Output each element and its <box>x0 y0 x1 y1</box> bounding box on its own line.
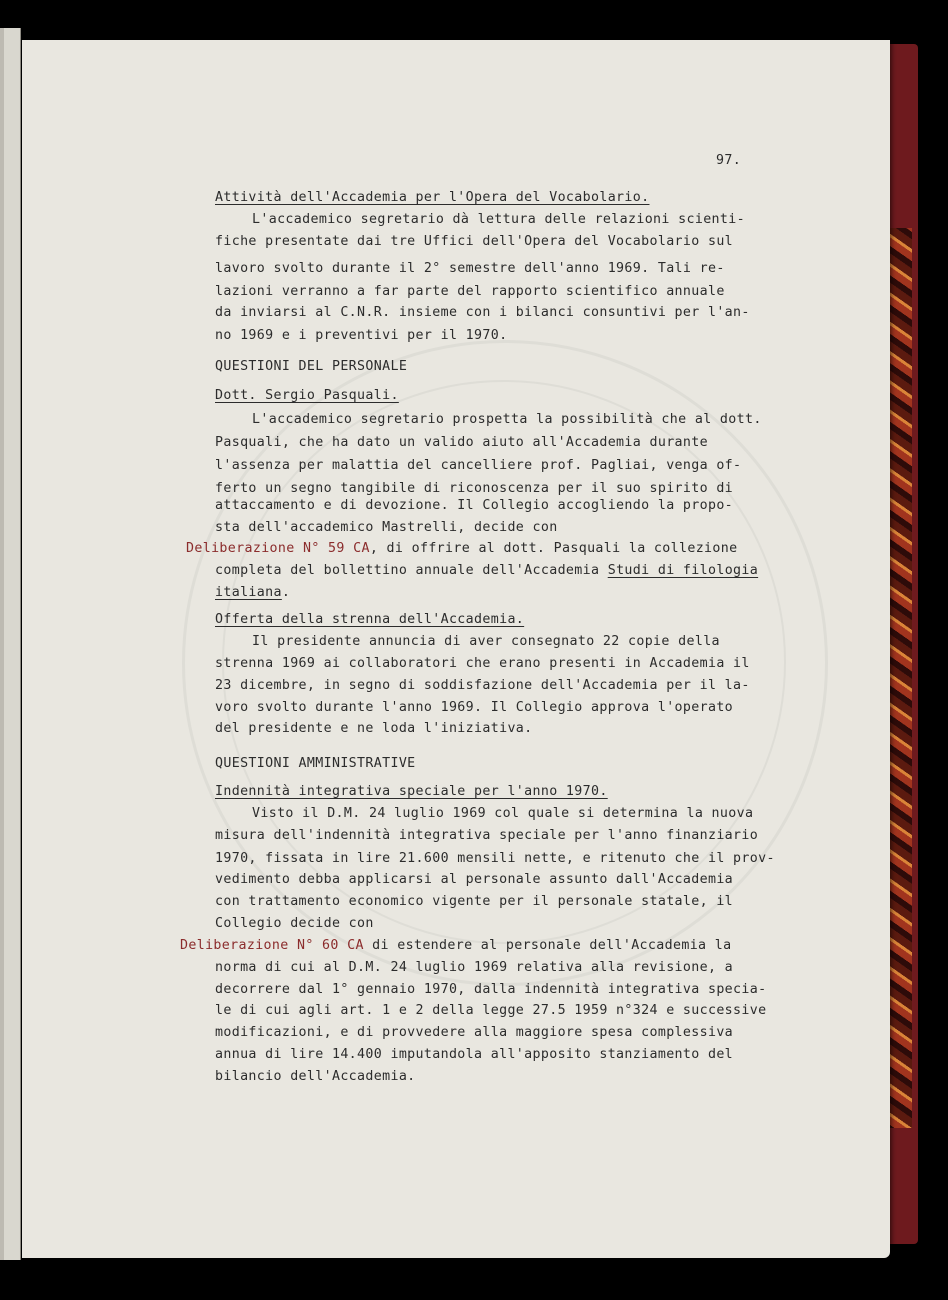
paragraph-line <box>215 585 290 601</box>
paragraph-line: l'assenza per malattia del cancelliere prof. Pagliai, venga of- <box>215 458 742 473</box>
section-heading-personale: QUESTIONI DEL PERSONALE <box>215 359 408 374</box>
paragraph-line: ferto un segno tangibile di riconoscenza per il suo spirito di <box>215 481 734 496</box>
paragraph-line: bilancio dell'Accademia. <box>215 1069 416 1084</box>
paragraph-line: modificazioni, e di provvedere alla maggiore spesa complessiva <box>215 1025 734 1040</box>
paragraph-line: attaccamento e di devozione. Il Collegio accogliendo la propo- <box>215 498 734 513</box>
paragraph-line: Visto il D.M. 24 luglio 1969 col quale si determina la nuova <box>252 806 754 821</box>
deliberazione-60-label: Deliberazione N° 60 CA <box>180 938 364 953</box>
paragraph-line: del presidente e ne loda l'iniziativa. <box>215 721 533 736</box>
paragraph-line: misura dell'indennità integrativa speciale per l'anno finanziario <box>215 828 759 843</box>
paragraph-line: voro svolto durante l'anno 1969. Il Collegio approva l'operato <box>215 700 734 715</box>
paragraph-line: con trattamento economico vigente per il personale statale, il <box>215 894 734 909</box>
paragraph-line: Il presidente annuncia di aver consegnato 22 copie della <box>252 634 720 649</box>
publication-title: Studi di filologia <box>607 563 759 578</box>
deliberazione-59-line <box>186 541 737 557</box>
paragraph-line: decorrere dal 1° gennaio 1970, dalla indennità integrativa specia- <box>215 982 767 997</box>
paragraph-line: fiche presentate dai tre Uffici dell'Opera del Vocabolario sul <box>215 234 734 249</box>
section-title-opera: Attività dell'Accademia per l'Opera del Vocabolario. <box>215 190 650 205</box>
deliberazione-59-text: , di offrire al dott. Pasquali la collezione <box>369 541 738 556</box>
paragraph-line: vedimento debba applicarsi al personale assunto dall'Accademia <box>215 872 734 887</box>
paragraph-line: strenna 1969 ai collaboratori che erano presenti in Accademia il <box>215 656 750 671</box>
paragraph-line: norma di cui al D.M. 24 luglio 1969 relativa alla revisione, a <box>215 960 734 975</box>
paragraph-line: Pasquali, che ha dato un valido aiuto all'Accademia durante <box>215 435 708 450</box>
deliberazione-60-text: di estendere al personale dell'Accademia la <box>363 938 732 953</box>
deliberazione-60-line <box>180 938 731 954</box>
paragraph-line: le di cui agli art. 1 e 2 della legge 27.5 1959 n°324 e successive <box>215 1003 767 1018</box>
paragraph-line: 23 dicembre, in segno di soddisfazione dell'Accademia per il la- <box>215 678 750 693</box>
subsection-title-strenna: Offerta della strenna dell'Accademia. <box>215 612 525 627</box>
paragraph-line: da inviarsi al C.N.R. insieme con i bilanci consuntivi per l'an- <box>215 305 750 320</box>
paragraph-line: annua di lire 14.400 imputandola all'apposito stanziamento del <box>215 1047 734 1062</box>
subsection-title-pasquali: Dott. Sergio Pasquali. <box>215 388 399 403</box>
paragraph-line: lavoro svolto durante il 2° semestre dell'anno 1969. Tali re- <box>215 261 725 276</box>
paragraph-line: Collegio decide con <box>215 916 374 931</box>
page-number: 97. <box>716 153 742 168</box>
publication-title-cont: italiana <box>215 585 282 600</box>
deliberazione-59-line2-text: completa del bollettino annuale dell'Accademia <box>215 563 608 578</box>
paragraph-line: L'accademico segretario prospetta la possibilità che al dott. <box>252 412 762 427</box>
subsection-title-indennita: Indennità integrativa speciale per l'anno 1970. <box>215 784 608 799</box>
deliberazione-59-label: Deliberazione N° 59 CA <box>186 541 370 556</box>
paragraph-line: L'accademico segretario dà lettura delle relazioni scienti- <box>252 212 745 227</box>
paragraph-line <box>215 563 758 579</box>
section-heading-amministrative: QUESTIONI AMMINISTRATIVE <box>215 756 416 771</box>
paragraph-line: lazioni verranno a far parte del rapporto scientifico annuale <box>215 284 725 299</box>
paragraph-line: sta dell'accademico Mastrelli, decide con <box>215 520 558 535</box>
paragraph-line: 1970, fissata in lire 21.600 mensili nette, e ritenuto che il prov- <box>215 851 775 866</box>
left-page-shadow <box>0 28 4 1260</box>
period: . <box>281 585 291 600</box>
paragraph-line: no 1969 e i preventivi per il 1970. <box>215 328 508 343</box>
